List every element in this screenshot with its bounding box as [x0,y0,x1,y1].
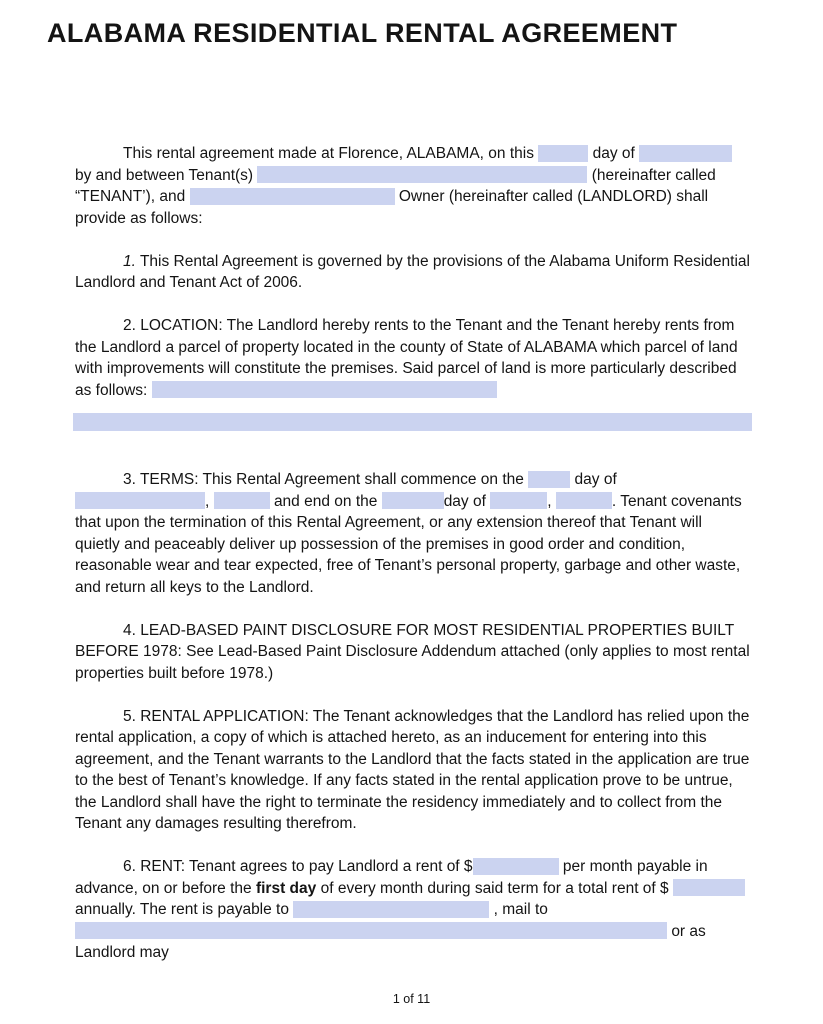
section-5-text: 5. RENTAL APPLICATION: The Tenant acknowledges that the Landlord has relied upon the rental application, a copy of which is attached hereto, as an inducement for entering into this agreement, and the Tenant warrants to the Landlord that the facts stated in the application are true to the best of Tenant’s knowledge. If any facts stated in the rental application prove to be untrue, the Landlord shall have the right to terminate the residency immediately and to collect from the Tenant any damages resulting therefrom. [75,707,750,832]
section-2-text: 2. LOCATION: The Landlord hereby rents to the Tenant and the Tenant hereby rents from the Landlord a parcel of property located in the county of State of ALABAMA which parcel of land with improvements will constitute the premises. Said parcel of land is more particularly described as follows: [75,317,738,399]
blank-terms-start-month[interactable] [75,492,205,509]
section-4-text: 4. LEAD-BASED PAINT DISCLOSURE FOR MOST RESIDENTIAL PROPERTIES BUILT BEFORE 1978: See Lead-Based Paint Disclosure Addendum attached (only applies to most rental properties built before 1978.) [75,621,750,682]
blank-terms-start-year[interactable] [214,492,270,509]
section-3-text-2: day of [574,471,617,488]
document-title: ALABAMA RESIDENTIAL RENTAL AGREEMENT [47,18,678,48]
paragraph-1-governing-law [75,251,750,294]
section-3-text-7: . Tenant covenants that upon the termination of this Rental Agreement, or any extension thereof that Tenant will quietly and peaceably deliver up possession of the premises in good order and condition, reasonable wear and tear expected, free of Tenant’s personal property, garbage and other waste, and return all keys to the Landlord. [75,492,742,596]
intro-text-4: (hereinafter called “TENANT’), and [75,166,716,205]
section-6-text-6: or as Landlord may [75,922,706,961]
blank-rent-payable-to[interactable] [293,901,489,918]
section-3-text-4: and end on the [273,492,378,510]
intro-text-2: day of [592,145,635,162]
blank-property-description-line[interactable] [73,413,752,431]
paragraph-intro [75,143,750,229]
blank-rent-mailing-address[interactable] [75,922,667,939]
paragraph-5-rental-application [75,706,750,835]
blank-intro-tenant-names[interactable] [257,166,587,183]
intro-text-1: This rental agreement made at Florence, ALABAMA, on this [123,145,534,162]
section-6-text-4: annually. The rent is payable to [75,901,289,918]
blank-intro-owner-name[interactable] [190,188,395,205]
blank-terms-start-day[interactable] [528,471,570,488]
blank-rent-monthly-amount[interactable] [473,858,559,875]
paragraph-4-lead-paint [75,620,750,685]
blank-intro-month[interactable] [639,145,732,162]
blank-terms-end-day[interactable] [382,492,444,509]
section-1-number: 1. [123,252,136,270]
section-3-text-6: , [547,492,552,510]
paragraph-3-terms [75,469,750,598]
page-number: 1 of 11 [392,992,431,1006]
section-3-text-1: 3. TERMS: This Rental Agreement shall commence on the [123,471,524,488]
paragraph-2-location [75,315,750,401]
section-6-text-1: 6. RENT: Tenant agrees to pay Landlord a rent of $ [123,858,473,875]
blank-terms-end-month[interactable] [490,492,547,509]
intro-text-3: by and between Tenant(s) [75,166,254,184]
blank-intro-day[interactable] [538,145,588,162]
blank-rent-annual-amount[interactable] [673,879,745,896]
section-3-text-3: , [205,492,210,510]
blank-property-description-inline[interactable] [152,381,497,398]
section-3-text-5: day of [443,492,486,510]
section-1-text: This Rental Agreement is governed by the provisions of the Alabama Uniform Residential Landlord and Tenant Act of 2006. [75,252,750,291]
paragraph-6-rent [75,856,750,964]
section-6-text-5: , mail to [493,901,548,918]
blank-terms-end-year[interactable] [556,492,612,509]
section-6-text-3: of every month during said term for a total rent of $ [320,879,669,897]
section-6-text-2: per month payable in advance, on or before the [75,858,708,897]
document-body [75,143,750,964]
intro-text-5: Owner (hereinafter called (LANDLORD) shall provide as follows: [75,188,709,227]
section-6-first-day-bold: first day [255,879,317,897]
